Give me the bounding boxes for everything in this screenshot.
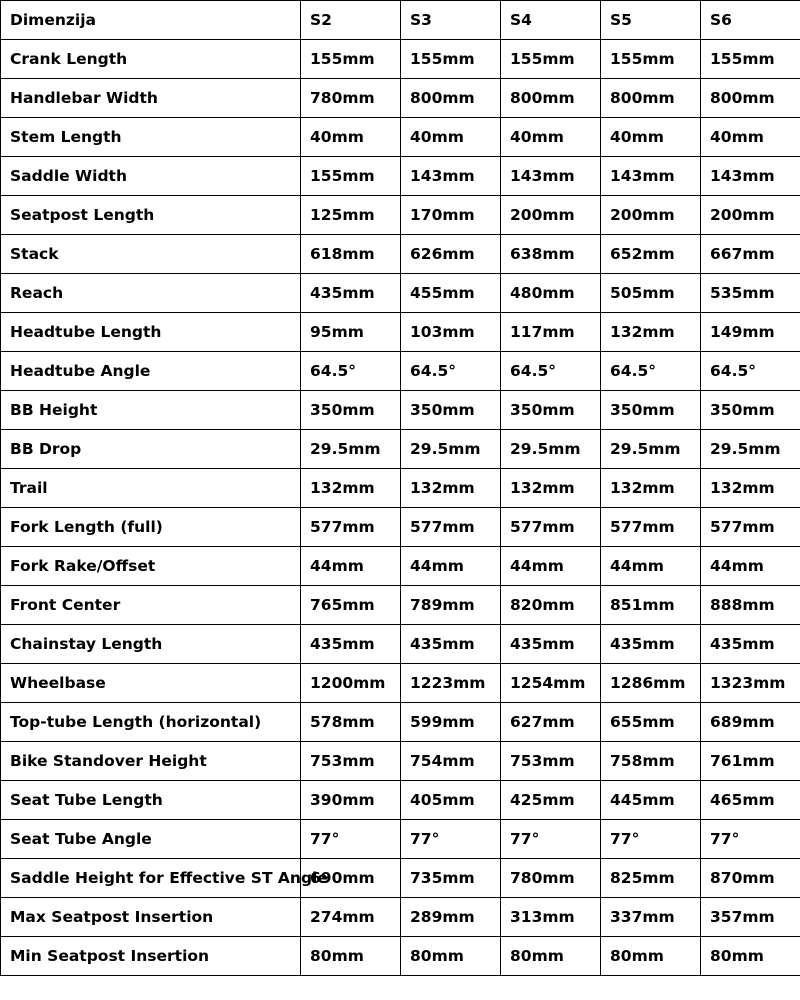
value-cell-s4: 780mm xyxy=(501,859,601,898)
row-label: Handlebar Width xyxy=(10,89,158,107)
row-label: Trail xyxy=(10,479,48,497)
row-label-cell xyxy=(1,235,301,274)
row-label-cell xyxy=(1,937,301,976)
value-cell-s6: 155mm xyxy=(701,40,800,79)
value-cell-s6: 465mm xyxy=(701,781,800,820)
row-label: Fork Rake/Offset xyxy=(10,557,156,575)
table-row xyxy=(1,742,800,781)
value-cell-s4: 480mm xyxy=(501,274,601,313)
value-cell-s3: 735mm xyxy=(401,859,501,898)
row-label: Min Seatpost Insertion xyxy=(10,947,210,965)
value-cell-s2: 765mm xyxy=(301,586,401,625)
value-cell-s3: 29.5mm xyxy=(401,430,501,469)
value-cell-s5: 155mm xyxy=(601,40,701,79)
value-cell-s5: 577mm xyxy=(601,508,701,547)
row-label-cell xyxy=(1,391,301,430)
row-label-cell xyxy=(1,79,301,118)
value-cell-s5: 505mm xyxy=(601,274,701,313)
table-row xyxy=(1,703,800,742)
value-cell-s3: 599mm xyxy=(401,703,501,742)
value-cell-s5: 132mm xyxy=(601,469,701,508)
value-cell-s2: 690mm xyxy=(301,859,401,898)
row-label: Seatpost Length xyxy=(10,206,155,224)
value-cell-s6: 40mm xyxy=(701,118,800,157)
value-cell-s4: 44mm xyxy=(501,547,601,586)
value-cell-s5: 655mm xyxy=(601,703,701,742)
value-cell-s2: 618mm xyxy=(301,235,401,274)
value-cell-s4: 40mm xyxy=(501,118,601,157)
value-cell-s2: 274mm xyxy=(301,898,401,937)
value-cell-s5: 29.5mm xyxy=(601,430,701,469)
value-cell-s5: 350mm xyxy=(601,391,701,430)
value-cell-s3: 64.5° xyxy=(401,352,501,391)
value-cell-s3: 44mm xyxy=(401,547,501,586)
value-cell-s6: 143mm xyxy=(701,157,800,196)
value-cell-s2: 1200mm xyxy=(301,664,401,703)
value-cell-s2: 780mm xyxy=(301,79,401,118)
value-cell-s4: 155mm xyxy=(501,40,601,79)
table-row xyxy=(1,118,800,157)
table-row xyxy=(1,313,800,352)
value-cell-s6: 800mm xyxy=(701,79,800,118)
value-cell-s2: 435mm xyxy=(301,274,401,313)
row-label: Front Center xyxy=(10,596,121,614)
row-label-cell xyxy=(1,274,301,313)
table-row xyxy=(1,547,800,586)
value-cell-s6: 29.5mm xyxy=(701,430,800,469)
value-cell-s4: 143mm xyxy=(501,157,601,196)
value-cell-s2: 44mm xyxy=(301,547,401,586)
value-cell-s6: 435mm xyxy=(701,625,800,664)
value-cell-s6: 357mm xyxy=(701,898,800,937)
header-size-s4: S4 xyxy=(501,1,601,40)
table-row xyxy=(1,235,800,274)
table-row xyxy=(1,79,800,118)
row-label-cell xyxy=(1,547,301,586)
row-label: BB Height xyxy=(10,401,98,419)
row-label: BB Drop xyxy=(10,440,82,458)
value-cell-s2: 578mm xyxy=(301,703,401,742)
value-cell-s2: 132mm xyxy=(301,469,401,508)
table-body xyxy=(1,40,800,976)
value-cell-s5: 1286mm xyxy=(601,664,701,703)
row-label: Stack xyxy=(10,245,59,263)
value-cell-s4: 435mm xyxy=(501,625,601,664)
value-cell-s3: 289mm xyxy=(401,898,501,937)
value-cell-s3: 103mm xyxy=(401,313,501,352)
value-cell-s2: 155mm xyxy=(301,40,401,79)
value-cell-s3: 143mm xyxy=(401,157,501,196)
value-cell-s3: 754mm xyxy=(401,742,501,781)
value-cell-s6: 761mm xyxy=(701,742,800,781)
value-cell-s4: 64.5° xyxy=(501,352,601,391)
value-cell-s4: 200mm xyxy=(501,196,601,235)
row-label: Stem Length xyxy=(10,128,122,146)
row-label-cell xyxy=(1,586,301,625)
value-cell-s2: 435mm xyxy=(301,625,401,664)
row-label: Saddle Height for Effective ST Angle xyxy=(10,869,328,887)
row-label: Seat Tube Length xyxy=(10,791,163,809)
table-row xyxy=(1,820,800,859)
table-row xyxy=(1,664,800,703)
value-cell-s3: 40mm xyxy=(401,118,501,157)
table-row xyxy=(1,625,800,664)
row-label-cell xyxy=(1,118,301,157)
value-cell-s3: 455mm xyxy=(401,274,501,313)
header-size-s2: S2 xyxy=(301,1,401,40)
header-size-s3: S3 xyxy=(401,1,501,40)
value-cell-s3: 435mm xyxy=(401,625,501,664)
value-cell-s2: 77° xyxy=(301,820,401,859)
value-cell-s4: 313mm xyxy=(501,898,601,937)
value-cell-s5: 435mm xyxy=(601,625,701,664)
row-label-cell xyxy=(1,898,301,937)
value-cell-s2: 125mm xyxy=(301,196,401,235)
value-cell-s4: 753mm xyxy=(501,742,601,781)
value-cell-s2: 80mm xyxy=(301,937,401,976)
value-cell-s3: 800mm xyxy=(401,79,501,118)
value-cell-s4: 627mm xyxy=(501,703,601,742)
row-label: Top-tube Length (horizontal) xyxy=(10,713,262,731)
table-row xyxy=(1,391,800,430)
value-cell-s5: 200mm xyxy=(601,196,701,235)
row-label: Headtube Angle xyxy=(10,362,151,380)
value-cell-s5: 652mm xyxy=(601,235,701,274)
table-row xyxy=(1,469,800,508)
value-cell-s5: 132mm xyxy=(601,313,701,352)
value-cell-s6: 200mm xyxy=(701,196,800,235)
value-cell-s6: 870mm xyxy=(701,859,800,898)
row-label: Seat Tube Angle xyxy=(10,830,152,848)
value-cell-s4: 820mm xyxy=(501,586,601,625)
header-size-s5: S5 xyxy=(601,1,701,40)
row-label-cell xyxy=(1,313,301,352)
value-cell-s6: 77° xyxy=(701,820,800,859)
row-label: Max Seatpost Insertion xyxy=(10,908,214,926)
value-cell-s2: 753mm xyxy=(301,742,401,781)
value-cell-s5: 337mm xyxy=(601,898,701,937)
table-header-row xyxy=(1,1,800,40)
value-cell-s4: 29.5mm xyxy=(501,430,601,469)
row-label-cell xyxy=(1,157,301,196)
value-cell-s2: 155mm xyxy=(301,157,401,196)
value-cell-s4: 132mm xyxy=(501,469,601,508)
value-cell-s2: 40mm xyxy=(301,118,401,157)
row-label: Bike Standover Height xyxy=(10,752,207,770)
row-label-cell xyxy=(1,469,301,508)
table-row xyxy=(1,937,800,976)
value-cell-s6: 80mm xyxy=(701,937,800,976)
value-cell-s6: 132mm xyxy=(701,469,800,508)
row-label: Wheelbase xyxy=(10,674,106,692)
row-label: Crank Length xyxy=(10,50,128,68)
value-cell-s5: 825mm xyxy=(601,859,701,898)
value-cell-s4: 77° xyxy=(501,820,601,859)
value-cell-s3: 80mm xyxy=(401,937,501,976)
value-cell-s2: 95mm xyxy=(301,313,401,352)
value-cell-s4: 425mm xyxy=(501,781,601,820)
table-row xyxy=(1,898,800,937)
value-cell-s5: 758mm xyxy=(601,742,701,781)
row-label-cell xyxy=(1,508,301,547)
table-row xyxy=(1,430,800,469)
value-cell-s4: 577mm xyxy=(501,508,601,547)
table-row xyxy=(1,352,800,391)
row-label: Reach xyxy=(10,284,64,302)
value-cell-s3: 1223mm xyxy=(401,664,501,703)
value-cell-s6: 667mm xyxy=(701,235,800,274)
table-row xyxy=(1,157,800,196)
value-cell-s5: 64.5° xyxy=(601,352,701,391)
row-label-cell xyxy=(1,820,301,859)
table-row xyxy=(1,40,800,79)
value-cell-s5: 143mm xyxy=(601,157,701,196)
value-cell-s3: 132mm xyxy=(401,469,501,508)
value-cell-s6: 1323mm xyxy=(701,664,800,703)
value-cell-s3: 577mm xyxy=(401,508,501,547)
header-size-s6: S6 xyxy=(701,1,800,40)
value-cell-s3: 626mm xyxy=(401,235,501,274)
row-label: Chainstay Length xyxy=(10,635,163,653)
value-cell-s4: 638mm xyxy=(501,235,601,274)
value-cell-s4: 350mm xyxy=(501,391,601,430)
value-cell-s3: 405mm xyxy=(401,781,501,820)
table-row xyxy=(1,196,800,235)
value-cell-s3: 155mm xyxy=(401,40,501,79)
table-row xyxy=(1,274,800,313)
header-dimension: Dimenzija xyxy=(1,1,301,40)
value-cell-s5: 80mm xyxy=(601,937,701,976)
value-cell-s5: 851mm xyxy=(601,586,701,625)
value-cell-s3: 77° xyxy=(401,820,501,859)
value-cell-s5: 44mm xyxy=(601,547,701,586)
row-label-cell xyxy=(1,625,301,664)
row-label-cell xyxy=(1,430,301,469)
row-label-cell xyxy=(1,742,301,781)
value-cell-s6: 535mm xyxy=(701,274,800,313)
row-label-cell xyxy=(1,196,301,235)
row-label-cell xyxy=(1,781,301,820)
table-row xyxy=(1,781,800,820)
table-row xyxy=(1,586,800,625)
value-cell-s2: 350mm xyxy=(301,391,401,430)
value-cell-s2: 64.5° xyxy=(301,352,401,391)
value-cell-s6: 44mm xyxy=(701,547,800,586)
value-cell-s6: 577mm xyxy=(701,508,800,547)
value-cell-s6: 350mm xyxy=(701,391,800,430)
value-cell-s3: 789mm xyxy=(401,586,501,625)
row-label-cell xyxy=(1,703,301,742)
value-cell-s5: 445mm xyxy=(601,781,701,820)
row-label-cell xyxy=(1,40,301,79)
value-cell-s2: 390mm xyxy=(301,781,401,820)
value-cell-s6: 149mm xyxy=(701,313,800,352)
row-label-cell xyxy=(1,352,301,391)
row-label: Fork Length (full) xyxy=(10,518,163,536)
value-cell-s6: 888mm xyxy=(701,586,800,625)
value-cell-s2: 29.5mm xyxy=(301,430,401,469)
value-cell-s4: 800mm xyxy=(501,79,601,118)
value-cell-s6: 689mm xyxy=(701,703,800,742)
row-label: Saddle Width xyxy=(10,167,127,185)
value-cell-s3: 170mm xyxy=(401,196,501,235)
table-row xyxy=(1,508,800,547)
value-cell-s5: 40mm xyxy=(601,118,701,157)
value-cell-s3: 350mm xyxy=(401,391,501,430)
table-row xyxy=(1,859,800,898)
value-cell-s4: 1254mm xyxy=(501,664,601,703)
row-label: Headtube Length xyxy=(10,323,162,341)
value-cell-s4: 117mm xyxy=(501,313,601,352)
row-label-cell xyxy=(1,664,301,703)
value-cell-s4: 80mm xyxy=(501,937,601,976)
value-cell-s6: 64.5° xyxy=(701,352,800,391)
row-label-cell xyxy=(1,859,328,898)
value-cell-s5: 800mm xyxy=(601,79,701,118)
value-cell-s5: 77° xyxy=(601,820,701,859)
value-cell-s2: 577mm xyxy=(301,508,401,547)
